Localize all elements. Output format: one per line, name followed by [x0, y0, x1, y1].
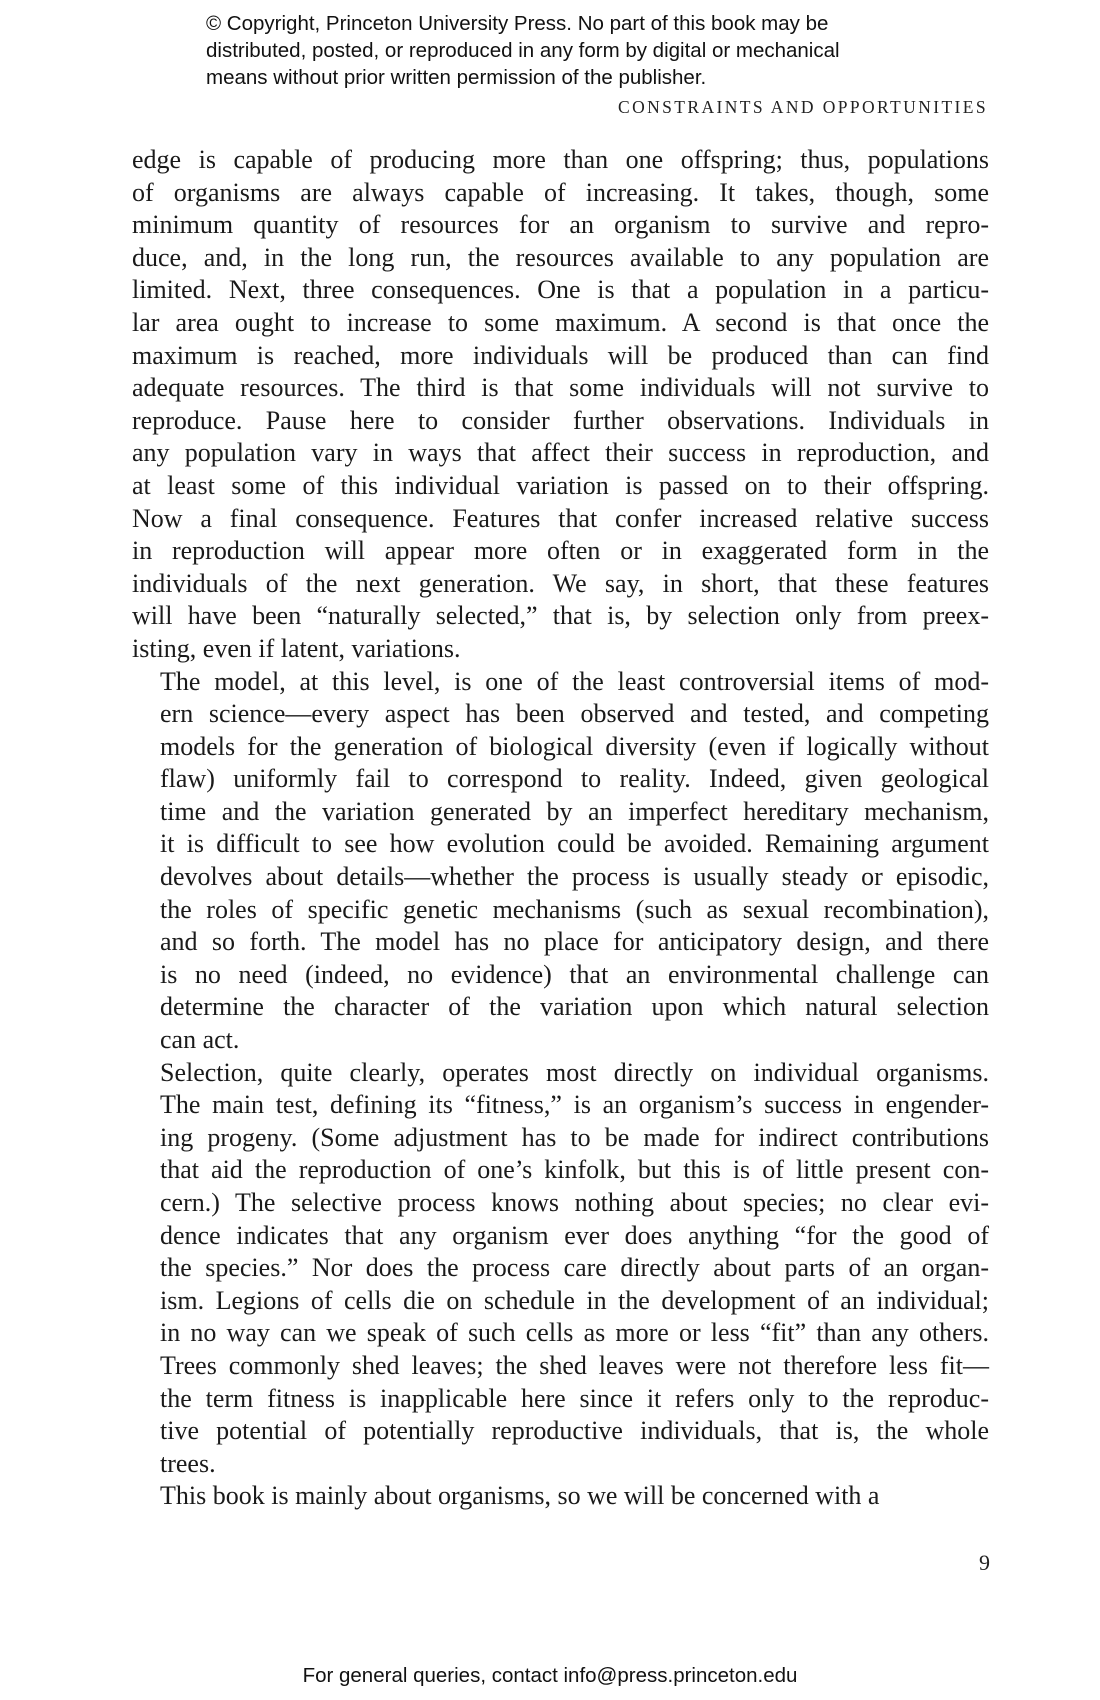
paragraph [132, 144, 989, 666]
text-line: devolves about details—whether the process is usually steady or episodic, [160, 862, 989, 892]
text-line: Trees commonly shed leaves; the shed leaves were not therefore less fit— [160, 1350, 989, 1380]
text-line: edge is capable of producing more than one offspring; thus, populations [132, 145, 989, 174]
running-head: CONSTRAINTS AND OPPORTUNITIES [618, 97, 988, 117]
text-line: The model, at this level, is one of the least controversial items of mod- [160, 666, 989, 696]
text-line: any population vary in ways that affect their success in reproduction, and [132, 438, 989, 468]
text-line: minimum quantity of resources for an organism to survive and repro- [132, 210, 989, 240]
text-line: lar area ought to increase to some maximum. A second is that once the [132, 307, 989, 337]
footer-contact: For general queries, contact info@press.princeton.edu [302, 1664, 798, 1687]
text-line: at least some of this individual variation is passed on to their offspring. [132, 470, 989, 500]
paragraph [132, 666, 989, 1057]
text-line: maximum is reached, more individuals will be produced than can find [132, 340, 989, 370]
paragraph [132, 1057, 989, 1481]
text-line: The main test, defining its “fitness,” is an organism’s success in engender- [160, 1090, 989, 1120]
page-number: 9 [979, 1550, 990, 1575]
text-line: Now a final consequence. Features that confer increased relative success [132, 503, 989, 533]
text-line: models for the generation of biological diversity (even if logically without [160, 731, 989, 761]
text-line: tive potential of potentially reproductive individuals, that is, the whole [160, 1416, 989, 1446]
text-line: Selection, quite clearly, operates most directly on individual organisms. [160, 1057, 989, 1087]
copyright-line: means without prior written permission of the publisher. [206, 66, 707, 89]
text-line: This book is mainly about organisms, so we will be concerned with a [160, 1481, 880, 1511]
text-line: individuals of the next generation. We say, in short, that these features [132, 568, 989, 598]
text-line: of organisms are always capable of increasing. It takes, though, some [132, 177, 989, 207]
text-line: that aid the reproduction of one’s kinfolk, but this is of little present con- [160, 1155, 989, 1185]
text-line: time and the variation generated by an imperfect hereditary mechanism, [160, 796, 989, 826]
copyright-line: distributed, posted, or reproduced in any form by digital or mechanical [206, 39, 840, 62]
text-line: ern science—every aspect has been observed and tested, and competing [160, 699, 989, 729]
text-line: cern.) The selective process knows nothing about species; no clear evi- [160, 1188, 989, 1217]
paragraph [132, 1480, 989, 1513]
text-line: determine the character of the variation upon which natural selection [160, 992, 989, 1022]
text-line: dence indicates that any organism ever does anything “for the good of [160, 1220, 989, 1250]
text-line: it is difficult to see how evolution could be avoided. Remaining argument [160, 829, 989, 859]
text-line: can act. [160, 1025, 240, 1055]
text-line: and so forth. The model has no place for anticipatory design, and there [160, 927, 989, 957]
text-line: ism. Legions of cells die on schedule in the development of an individual; [160, 1285, 989, 1315]
text-line: is no need (indeed, no evidence) that an environmental challenge can [160, 959, 989, 989]
text-line: in no way can we speak of such cells as more or less “fit” than any others. [160, 1318, 989, 1348]
copyright-line: © Copyright, Princeton University Press. No part of this book may be [206, 12, 829, 35]
text-line: ing progeny. (Some adjustment has to be made for indirect contributions [160, 1122, 989, 1152]
text-line: reproduce. Pause here to consider further observations. Individuals in [132, 405, 989, 435]
body-text [132, 144, 989, 1513]
copyright-notice [206, 10, 986, 91]
text-line: limited. Next, three consequences. One is that a population in a particu- [132, 275, 989, 305]
text-line: flaw) uniformly fail to correspond to reality. Indeed, given geological [160, 764, 989, 794]
text-line: the roles of specific genetic mechanisms (such as sexual recombination), [160, 894, 989, 924]
text-line: the term fitness is inapplicable here since it refers only to the reproduc- [160, 1383, 989, 1413]
text-line: isting, even if latent, variations. [132, 633, 461, 663]
text-line: the species.” Nor does the process care directly about parts of an organ- [160, 1253, 989, 1283]
text-line: will have been “naturally selected,” that is, by selection only from preex- [132, 601, 989, 631]
text-line: duce, and, in the long run, the resources available to any population are [132, 242, 989, 272]
text-line: in reproduction will appear more often or in exaggerated form in the [132, 536, 989, 566]
text-line: adequate resources. The third is that some individuals will not survive to [132, 373, 989, 403]
text-line: trees. [160, 1448, 216, 1478]
